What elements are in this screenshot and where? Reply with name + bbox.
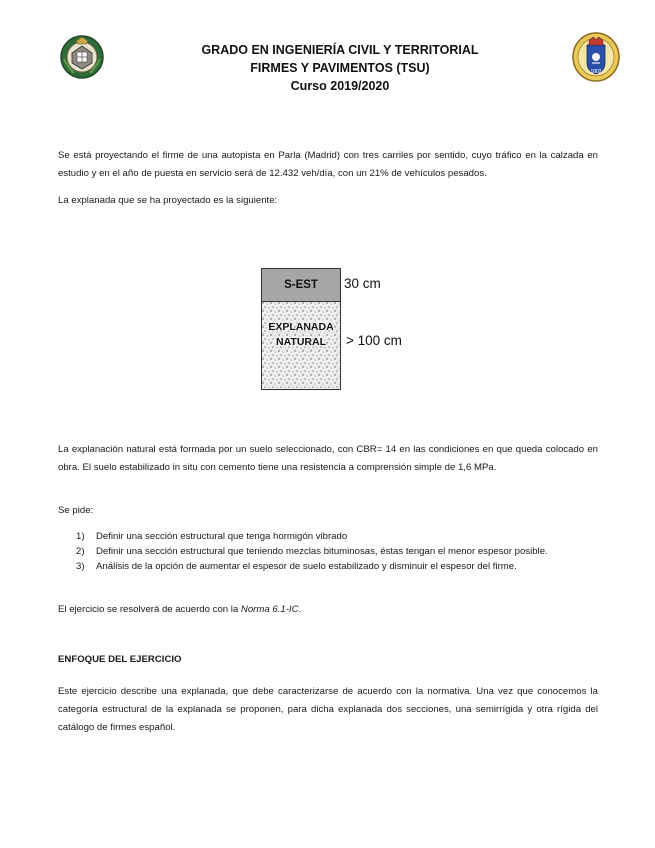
explanada-intro: La explanada que se ha proyectado es la siguiente: (58, 195, 278, 206)
intro-paragraph: Se está proyectando el firme de una autopista en Parla (Madrid) con tres carriles por sentido, cuyo tráfico en la calzada en estudio y en el año de puesta en servicio será de 12.432 veh/día, con un 21% de vehículos pesados. (58, 150, 598, 179)
explanada-layer-label (262, 320, 340, 350)
document-header (130, 41, 550, 95)
explanada-diagram (261, 268, 341, 390)
explanada-label-line2: NATURAL (276, 336, 326, 348)
requirement-number: 3) (76, 561, 85, 572)
requirement-text: Definir una sección estructural que teniendo mezclas bituminosas, éstas tengan el menor espesor posible. (96, 546, 548, 557)
sest-layer-label: S-EST (284, 279, 318, 291)
requirement-item (76, 529, 601, 544)
conditions-paragraph: La explanación natural está formada por un suelo seleccionado, con CBR= 14 en las condiciones en que queda colocado en obra. El suelo estabilizado in situ con cemento tiene una resistencia a comprensión simple de 1,6 MPa. (58, 444, 598, 473)
sest-thickness-label: 30 cm (344, 276, 381, 291)
explanada-natural-layer (262, 302, 340, 389)
norma-name: Norma 6.1-IC (240, 604, 299, 615)
norma-prefix: El ejercicio se resolverá de acuerdo con la (58, 604, 241, 615)
requirement-item (76, 544, 601, 559)
sest-layer (262, 269, 340, 302)
madrid-seal-logo (571, 31, 621, 83)
seal-year-text: 1802 (590, 69, 602, 75)
requirement-text: Definir una sección estructural que tenga hormigón vibrado (96, 531, 348, 542)
explanada-thickness-label: > 100 cm (346, 333, 402, 348)
course-subject: FIRMES Y PAVIMENTOS (TSU) (250, 61, 430, 75)
requirement-text: Análisis de la opción de aumentar el espesor de suelo estabilizado y disminuir el espesor del firme. (96, 561, 517, 572)
degree-title: GRADO EN INGENIERÍA CIVIL Y TERRITORIAL (201, 43, 479, 57)
requirement-number: 1) (76, 531, 85, 542)
norma-sentence (58, 601, 598, 619)
requirements-list (76, 529, 601, 574)
requirements-intro: Se pide: (58, 505, 94, 516)
academic-year: Curso 2019/2020 (290, 79, 390, 93)
approach-paragraph: Este ejercicio describe una explanada, que debe caracterizarse de acuerdo con la normativa. Una vez que conocemos la categoría estructural de la explanada se proponen, para dicha explanada dos secciones, una semirrígida y otra rígida del catálogo de firmes español. (58, 686, 598, 733)
requirement-number: 2) (76, 546, 85, 557)
requirement-item (76, 559, 601, 574)
norma-suffix: . (298, 604, 302, 615)
university-crest-logo (58, 33, 106, 81)
approach-heading: ENFOQUE DEL EJERCICIO (58, 654, 182, 665)
explanada-label-line1: EXPLANADA (268, 321, 334, 333)
